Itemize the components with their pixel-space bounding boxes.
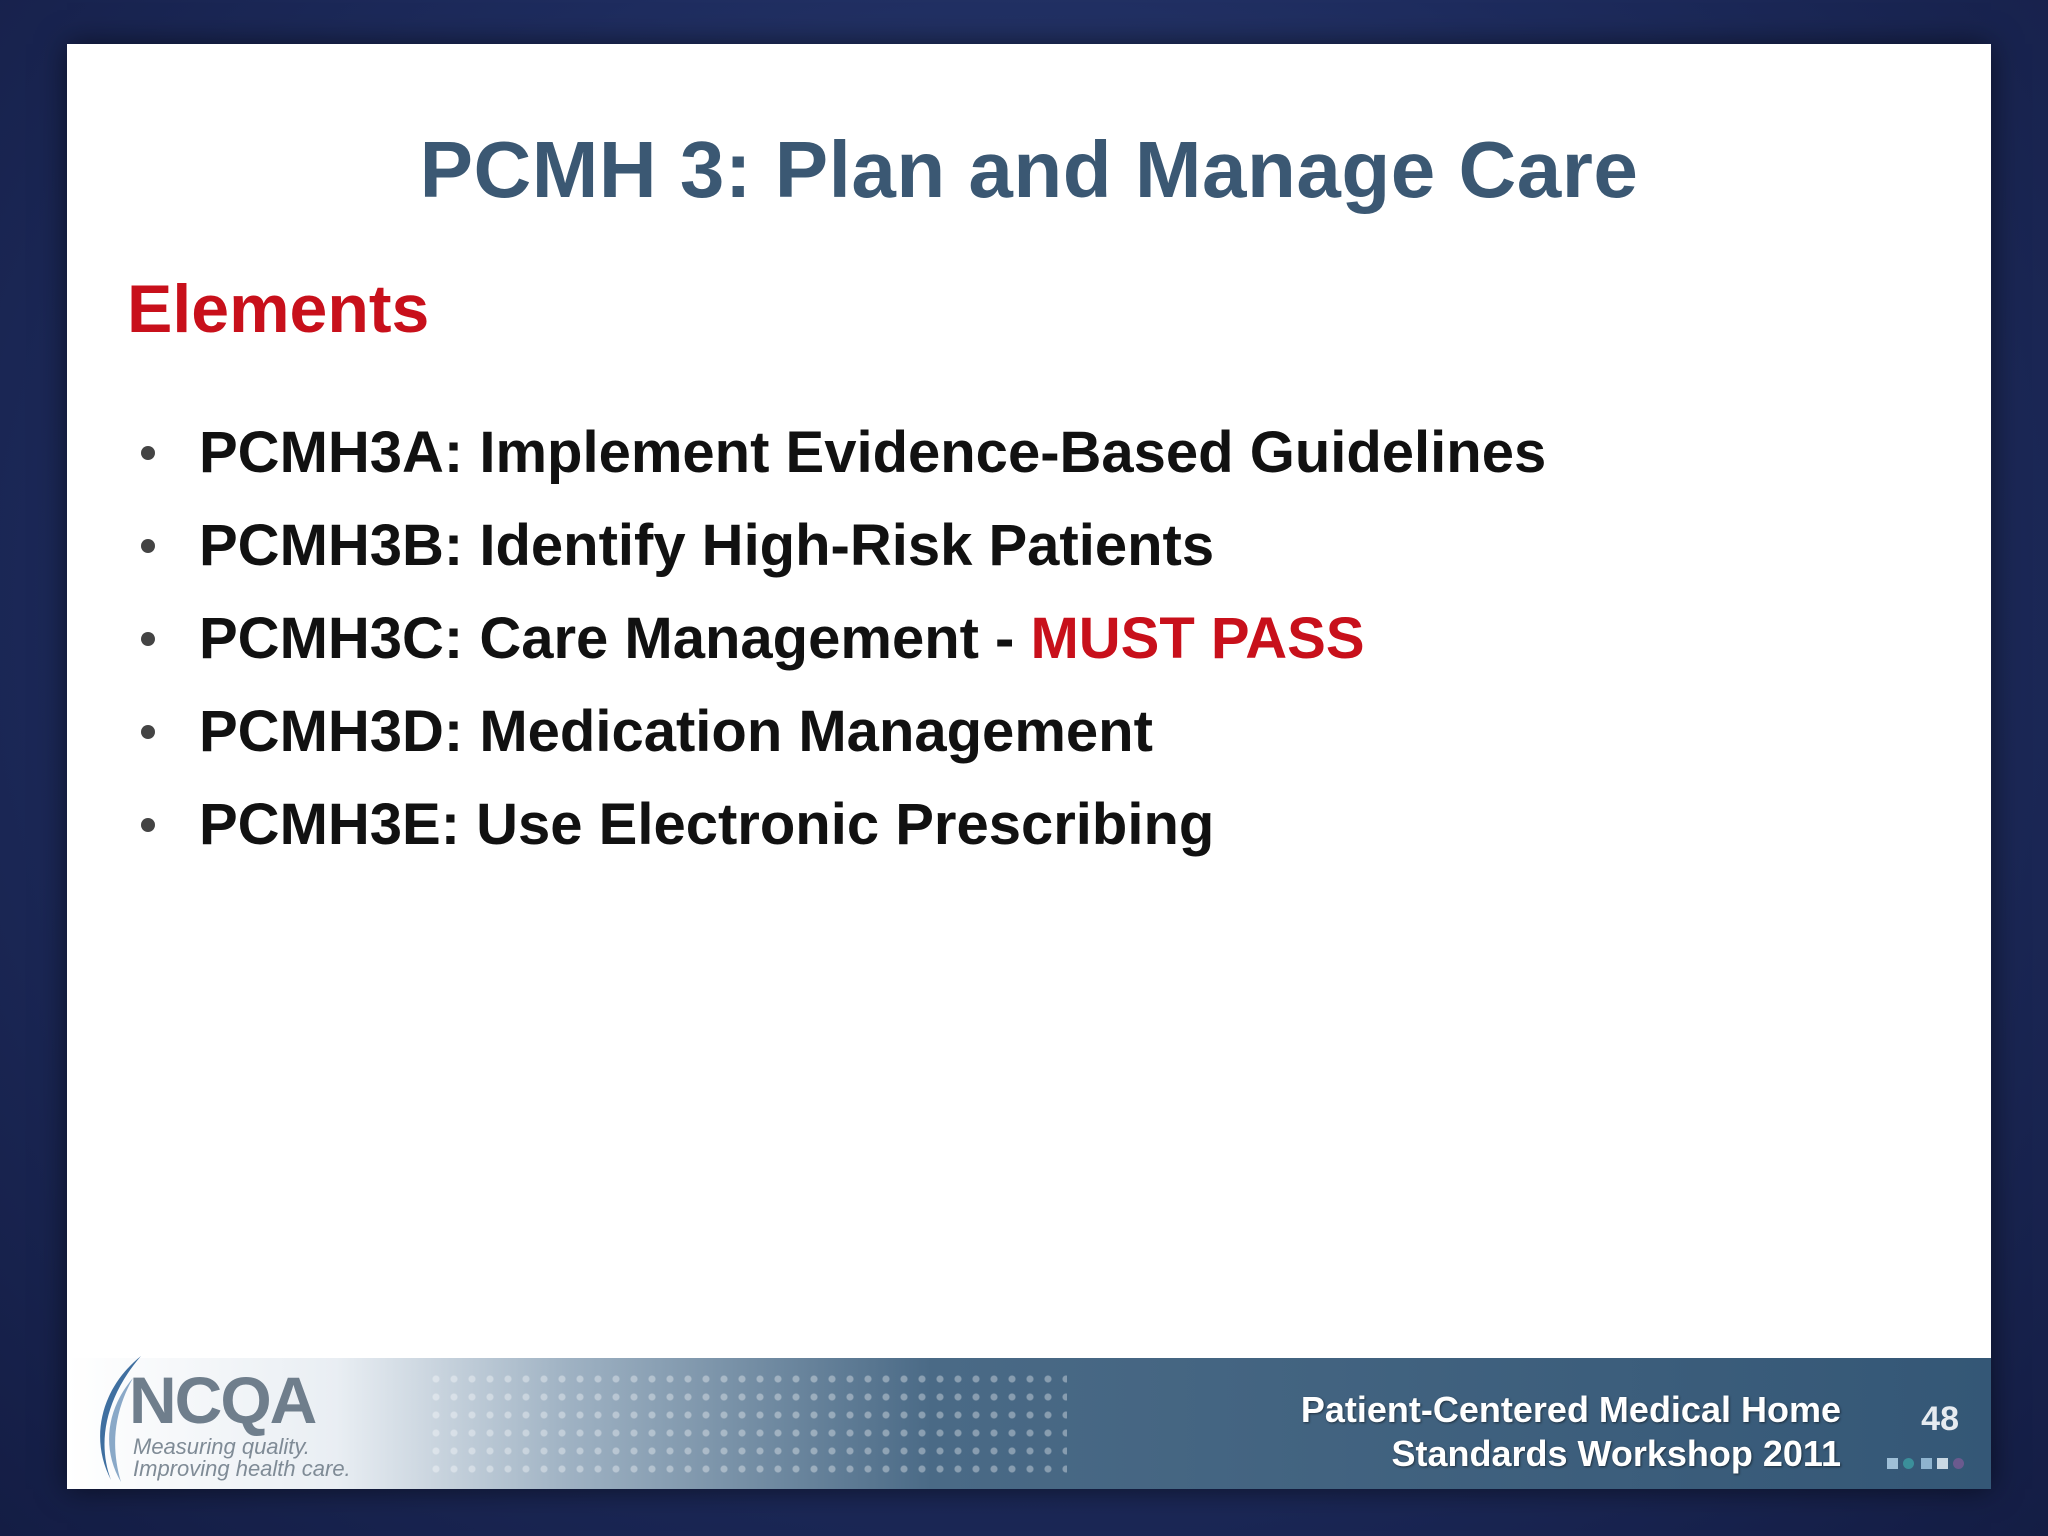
list-item [127,778,1546,871]
logo-tagline: Measuring quality. [133,1434,310,1459]
list-item [127,499,1546,592]
footer-line-1: Patient-Centered Medical Home [1300,1389,1841,1430]
footer-band [67,1358,1991,1489]
list-item [127,592,1546,685]
ncqa-logo [81,1348,421,1488]
footer-dot-pattern [427,1370,1067,1480]
list-item-text: PCMH3C: Care Management - [199,606,1031,671]
list-item-text: PCMH3B: Identify High-Risk Patients [199,513,1215,578]
list-item-text: PCMH3D: Medication Management [199,699,1153,764]
list-item [127,685,1546,778]
bullet-dot-icon [141,632,155,646]
page-number: 48 [1921,1400,1959,1438]
list-item [127,406,1546,499]
bullet-dot-icon [141,725,155,739]
element-list [127,406,1546,871]
must-pass-label: MUST PASS [1030,606,1365,671]
bullet-dot-icon [141,539,155,553]
slide-title: PCMH 3: Plan and Manage Care [419,125,1639,214]
logo-tagline: Improving health care. [133,1456,351,1481]
list-item-text: PCMH3E: Use Electronic Prescribing [199,792,1215,857]
footer-caption [1301,1388,1841,1476]
section-heading: Elements [127,271,430,347]
logo-name: NCQA [129,1363,316,1437]
bullet-dot-icon [141,446,155,460]
bullet-dot-icon [141,818,155,832]
footer-line-2: Standards Workshop 2011 [1391,1433,1841,1474]
list-item-text: PCMH3A: Implement Evidence-Based Guidelines [199,420,1547,485]
footer-squares-decoration [1883,1454,1979,1474]
slide [67,44,1991,1489]
